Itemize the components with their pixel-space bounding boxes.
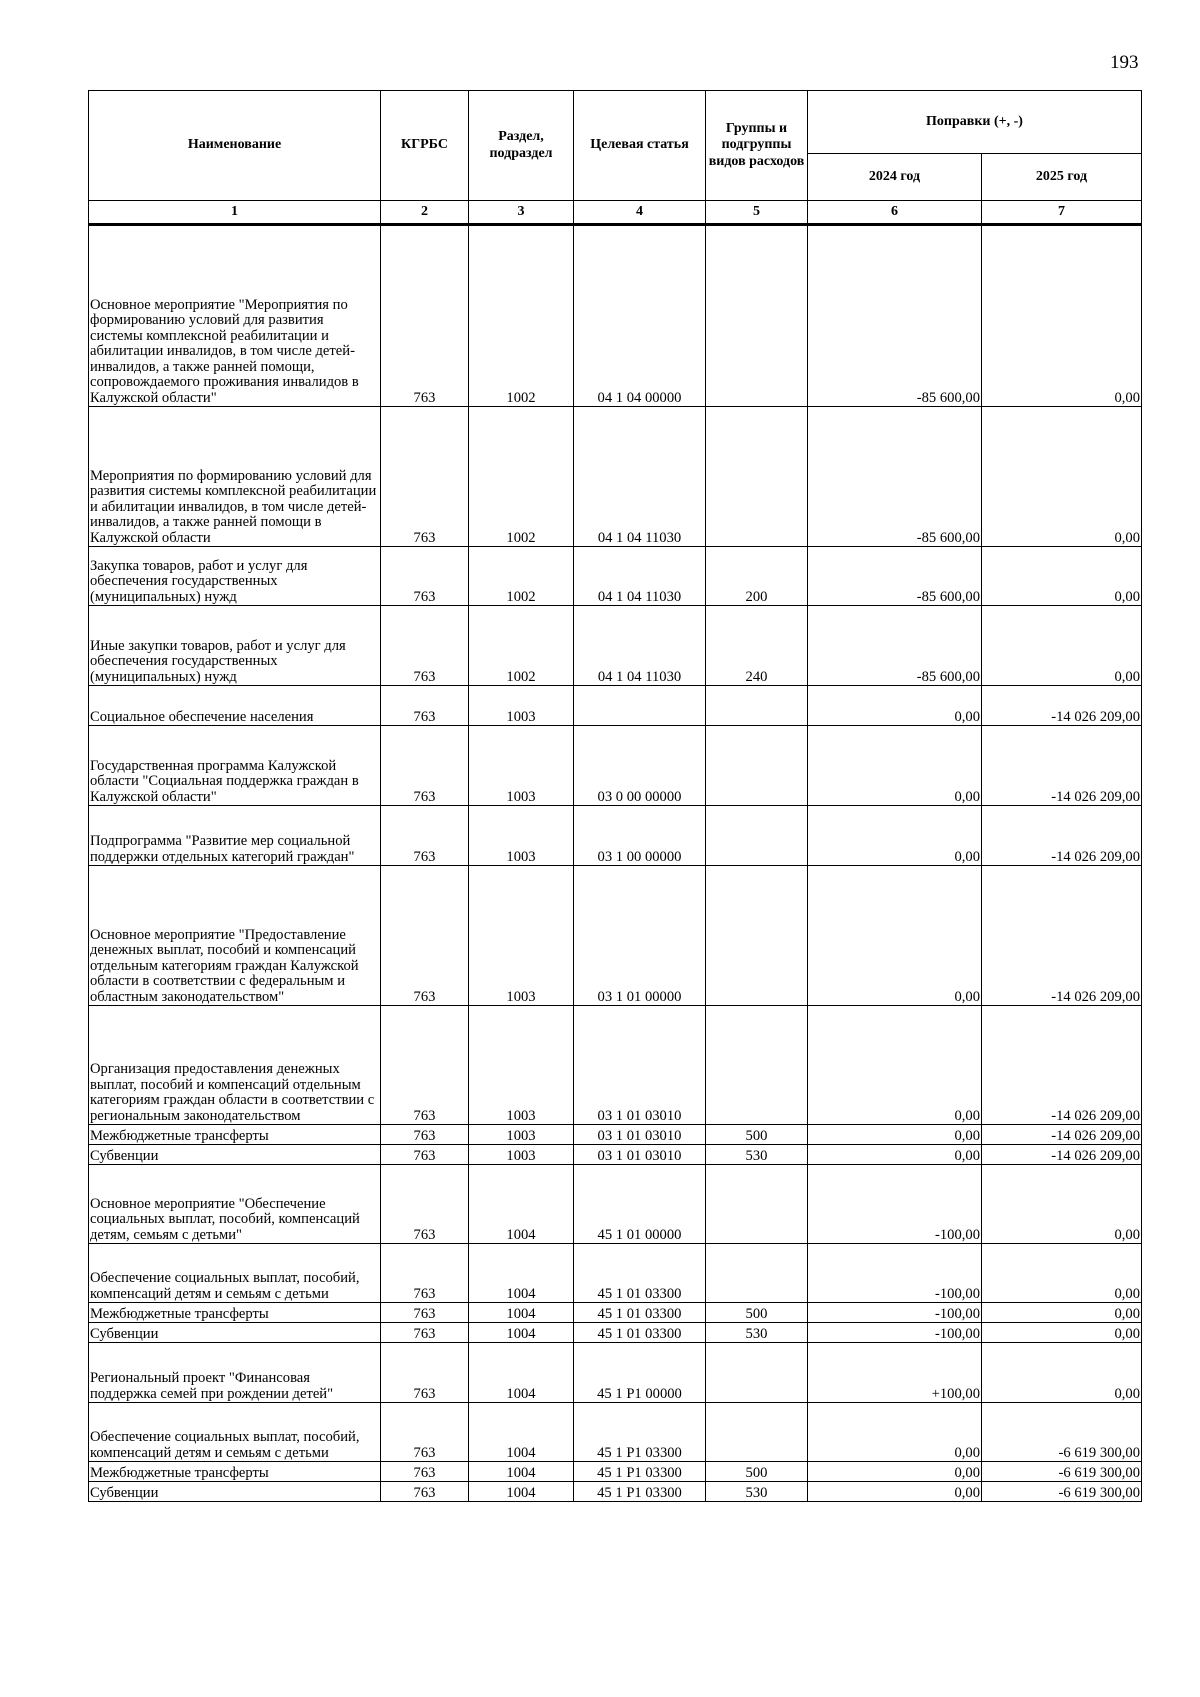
row-kgrbs: 763: [381, 1323, 469, 1343]
row-section: 1003: [469, 726, 574, 806]
row-amount-2025: -6 619 300,00: [982, 1403, 1142, 1462]
row-kgrbs: 763: [381, 1165, 469, 1244]
row-name: Мероприятия по формированию условий для развития системы комплексной реабилитации и абилитации инвалидов, в том числе детей-инвалидов, а также ранней помощи в Калужской области: [89, 407, 381, 547]
row-target: 03 1 01 03010: [574, 1006, 706, 1125]
row-amount-2024: 0,00: [808, 1462, 982, 1482]
table-row: [89, 866, 1142, 1006]
row-amount-2025: -14 026 209,00: [982, 726, 1142, 806]
row-section: 1004: [469, 1343, 574, 1403]
page-number: 193: [1110, 52, 1139, 73]
column-number: 4: [574, 201, 706, 225]
row-amount-2024: -85 600,00: [808, 547, 982, 606]
row-amount-2025: -14 026 209,00: [982, 1125, 1142, 1145]
row-amount-2024: 0,00: [808, 866, 982, 1006]
row-name: Социальное обеспечение населения: [89, 686, 381, 726]
header-target: Целевая статья: [574, 91, 706, 201]
row-target: 45 1 01 00000: [574, 1165, 706, 1244]
row-target: 03 0 00 00000: [574, 726, 706, 806]
row-kgrbs: 763: [381, 1125, 469, 1145]
row-amount-2024: 0,00: [808, 806, 982, 866]
table-row: [89, 225, 1142, 407]
row-amount-2025: -6 619 300,00: [982, 1482, 1142, 1502]
row-expense-group: 240: [706, 606, 808, 686]
table-row: [89, 606, 1142, 686]
row-expense-group: [706, 1403, 808, 1462]
row-expense-group: [706, 1244, 808, 1303]
row-amount-2024: -100,00: [808, 1165, 982, 1244]
row-name: Межбюджетные трансферты: [89, 1462, 381, 1482]
row-amount-2024: 0,00: [808, 1403, 982, 1462]
row-target: 04 1 04 11030: [574, 606, 706, 686]
row-amount-2024: 0,00: [808, 1145, 982, 1165]
row-amount-2024: -100,00: [808, 1244, 982, 1303]
table-row: [89, 547, 1142, 606]
row-expense-group: [706, 726, 808, 806]
row-amount-2025: -14 026 209,00: [982, 686, 1142, 726]
row-amount-2025: 0,00: [982, 225, 1142, 407]
row-section: 1003: [469, 686, 574, 726]
row-name: Государственная программа Калужской области "Социальная поддержка граждан в Калужской области": [89, 726, 381, 806]
row-name: Региональный проект "Финансовая поддержка семей при рождении детей": [89, 1343, 381, 1403]
row-amount-2025: 0,00: [982, 1323, 1142, 1343]
row-amount-2024: 0,00: [808, 686, 982, 726]
row-name: Межбюджетные трансферты: [89, 1125, 381, 1145]
row-expense-group: 530: [706, 1482, 808, 1502]
row-name: Межбюджетные трансферты: [89, 1303, 381, 1323]
row-kgrbs: 763: [381, 1462, 469, 1482]
row-kgrbs: 763: [381, 1482, 469, 1502]
row-amount-2025: 0,00: [982, 1303, 1142, 1323]
table-row: [89, 806, 1142, 866]
row-expense-group: [706, 407, 808, 547]
table-row: [89, 1145, 1142, 1165]
row-amount-2025: -14 026 209,00: [982, 1006, 1142, 1125]
row-expense-group: 500: [706, 1303, 808, 1323]
row-amount-2024: 0,00: [808, 1125, 982, 1145]
row-section: 1004: [469, 1403, 574, 1462]
row-amount-2025: 0,00: [982, 1244, 1142, 1303]
table-row: [89, 1165, 1142, 1244]
row-name: Обеспечение социальных выплат, пособий, компенсаций детям и семьям с детьми: [89, 1244, 381, 1303]
row-amount-2025: 0,00: [982, 407, 1142, 547]
row-name: Организация предоставления денежных выплат, пособий и компенсаций отдельным категориям граждан области в соответствии с региональным законодательством: [89, 1006, 381, 1125]
table-row: [89, 1006, 1142, 1125]
row-target: 45 1 P1 03300: [574, 1482, 706, 1502]
row-name: Подпрограмма "Развитие мер социальной поддержки отдельных категорий граждан": [89, 806, 381, 866]
row-amount-2024: 0,00: [808, 726, 982, 806]
table-row: [89, 686, 1142, 726]
row-section: 1003: [469, 1006, 574, 1125]
row-amount-2024: -85 600,00: [808, 225, 982, 407]
header-expense-groups: Группы и подгруппы видов расходов: [706, 91, 808, 201]
row-target: 03 1 01 03010: [574, 1145, 706, 1165]
budget-amendments-table: [88, 90, 1142, 1502]
row-target: 04 1 04 11030: [574, 547, 706, 606]
column-number: 1: [89, 201, 381, 225]
row-kgrbs: 763: [381, 1244, 469, 1303]
row-kgrbs: 763: [381, 686, 469, 726]
row-name: Основное мероприятие "Мероприятия по формированию условий для развития системы комплексной реабилитации и абилитации инвалидов, в том числе детей-инвалидов, а также ранней помощи, сопровождаемого проживания инвалидов в Калужской области": [89, 225, 381, 407]
row-name: Субвенции: [89, 1323, 381, 1343]
row-amount-2024: -85 600,00: [808, 606, 982, 686]
row-amount-2025: -14 026 209,00: [982, 866, 1142, 1006]
table-row: [89, 1125, 1142, 1145]
row-target: 03 1 01 00000: [574, 866, 706, 1006]
row-expense-group: [706, 1343, 808, 1403]
header-name: Наименование: [89, 91, 381, 201]
row-kgrbs: 763: [381, 806, 469, 866]
table-row: [89, 1303, 1142, 1323]
table-row: [89, 1323, 1142, 1343]
row-section: 1004: [469, 1303, 574, 1323]
table-row: [89, 1403, 1142, 1462]
row-kgrbs: 763: [381, 866, 469, 1006]
row-kgrbs: 763: [381, 726, 469, 806]
row-kgrbs: 763: [381, 1303, 469, 1323]
row-expense-group: [706, 225, 808, 407]
row-expense-group: [706, 1165, 808, 1244]
row-target: 45 1 P1 00000: [574, 1343, 706, 1403]
row-expense-group: 500: [706, 1125, 808, 1145]
column-number: 3: [469, 201, 574, 225]
row-target: [574, 686, 706, 726]
row-kgrbs: 763: [381, 1145, 469, 1165]
row-amount-2025: -14 026 209,00: [982, 1145, 1142, 1165]
header-amendments: Поправки (+, -): [808, 91, 1142, 154]
row-target: 45 1 01 03300: [574, 1303, 706, 1323]
row-amount-2025: 0,00: [982, 1165, 1142, 1244]
row-name: Субвенции: [89, 1145, 381, 1165]
header-year-2025: 2025 год: [982, 154, 1142, 201]
row-section: 1004: [469, 1165, 574, 1244]
row-amount-2025: 0,00: [982, 547, 1142, 606]
row-kgrbs: 763: [381, 547, 469, 606]
header-year-2024: 2024 год: [808, 154, 982, 201]
column-number: 7: [982, 201, 1142, 225]
row-target: 03 1 01 03010: [574, 1125, 706, 1145]
row-section: 1002: [469, 225, 574, 407]
row-expense-group: [706, 686, 808, 726]
row-expense-group: 200: [706, 547, 808, 606]
row-target: 04 1 04 11030: [574, 407, 706, 547]
row-section: 1004: [469, 1323, 574, 1343]
row-section: 1003: [469, 866, 574, 1006]
row-amount-2024: 0,00: [808, 1482, 982, 1502]
row-amount-2024: 0,00: [808, 1006, 982, 1125]
row-expense-group: 530: [706, 1323, 808, 1343]
row-section: 1004: [469, 1462, 574, 1482]
row-name: Основное мероприятие "Обеспечение социальных выплат, пособий, компенсаций детям, семьям с детьми": [89, 1165, 381, 1244]
row-name: Закупка товаров, работ и услуг для обеспечения государственных (муниципальных) нужд: [89, 547, 381, 606]
row-target: 03 1 00 00000: [574, 806, 706, 866]
row-amount-2025: -6 619 300,00: [982, 1462, 1142, 1482]
row-kgrbs: 763: [381, 606, 469, 686]
row-expense-group: [706, 1006, 808, 1125]
row-section: 1002: [469, 547, 574, 606]
row-expense-group: 530: [706, 1145, 808, 1165]
row-name: Основное мероприятие "Предоставление денежных выплат, пособий и компенсаций отдельным категориям граждан Калужской области в соответствии с федеральным и областным законодательством": [89, 866, 381, 1006]
row-section: 1004: [469, 1482, 574, 1502]
row-section: 1002: [469, 606, 574, 686]
table-row: [89, 1482, 1142, 1502]
row-section: 1004: [469, 1244, 574, 1303]
row-target: 45 1 P1 03300: [574, 1462, 706, 1482]
row-amount-2025: 0,00: [982, 606, 1142, 686]
column-numbers-row: [89, 201, 1142, 225]
row-section: 1003: [469, 806, 574, 866]
row-kgrbs: 763: [381, 225, 469, 407]
row-kgrbs: 763: [381, 1006, 469, 1125]
table-body: [89, 225, 1142, 1502]
row-amount-2024: -100,00: [808, 1323, 982, 1343]
table-row: [89, 726, 1142, 806]
row-expense-group: [706, 806, 808, 866]
row-amount-2024: -100,00: [808, 1303, 982, 1323]
column-number: 2: [381, 201, 469, 225]
row-section: 1003: [469, 1125, 574, 1145]
row-expense-group: 500: [706, 1462, 808, 1482]
header-section: Раздел, подраздел: [469, 91, 574, 201]
table-row: [89, 1244, 1142, 1303]
row-name: Субвенции: [89, 1482, 381, 1502]
row-amount-2024: +100,00: [808, 1343, 982, 1403]
column-number: 6: [808, 201, 982, 225]
row-section: 1003: [469, 1145, 574, 1165]
row-kgrbs: 763: [381, 1343, 469, 1403]
row-target: 45 1 01 03300: [574, 1323, 706, 1343]
row-section: 1002: [469, 407, 574, 547]
column-number: 5: [706, 201, 808, 225]
row-expense-group: [706, 866, 808, 1006]
row-kgrbs: 763: [381, 1403, 469, 1462]
row-target: 04 1 04 00000: [574, 225, 706, 407]
row-amount-2024: -85 600,00: [808, 407, 982, 547]
row-target: 45 1 01 03300: [574, 1244, 706, 1303]
row-name: Обеспечение социальных выплат, пособий, компенсаций детям и семьям с детьми: [89, 1403, 381, 1462]
row-amount-2025: 0,00: [982, 1343, 1142, 1403]
row-amount-2025: -14 026 209,00: [982, 806, 1142, 866]
row-target: 45 1 P1 03300: [574, 1403, 706, 1462]
table-row: [89, 407, 1142, 547]
row-kgrbs: 763: [381, 407, 469, 547]
table-row: [89, 1343, 1142, 1403]
table-row: [89, 1462, 1142, 1482]
row-name: Иные закупки товаров, работ и услуг для обеспечения государственных (муниципальных) нужд: [89, 606, 381, 686]
header-kgrbs: КГРБС: [381, 91, 469, 201]
